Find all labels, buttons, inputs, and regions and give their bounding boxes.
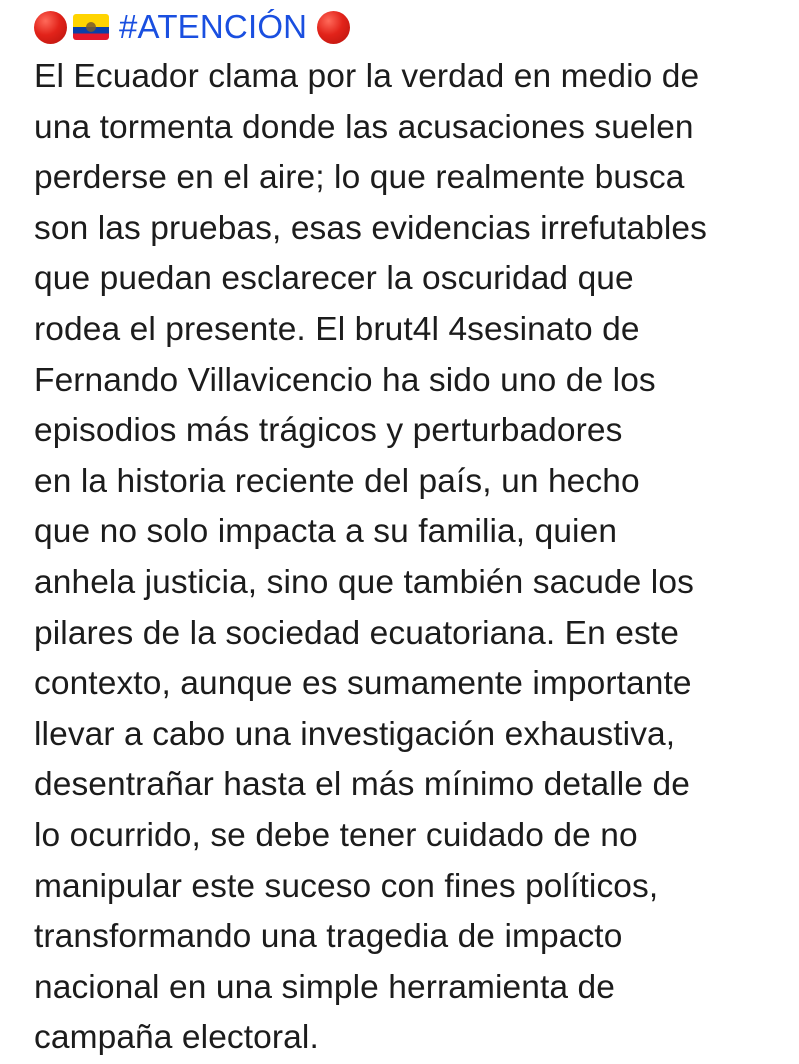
post-text-line: en la historia reciente del país, un hecho <box>34 462 640 500</box>
post-text-line: campaña electoral. <box>34 1019 319 1057</box>
post-text-line: nacional en una simple herramienta de <box>34 968 616 1006</box>
red-circle-icon <box>34 11 67 44</box>
post-text-line: episodios más trágicos y perturbadores <box>34 412 623 450</box>
post-text-line: contexto, aunque es sumamente importante <box>34 665 692 703</box>
post-text-line: anhela justicia, sino que también sacude los <box>34 563 694 601</box>
post-text-line: que puedan esclarecer la oscuridad que <box>34 260 634 298</box>
hashtag-link[interactable]: #ATENCIÓN <box>119 8 308 45</box>
post-body <box>34 52 769 1064</box>
post-text-line: lo ocurrido, se debe tener cuidado de no <box>34 816 638 854</box>
post-text-line: son las pruebas, esas evidencias irrefutables <box>34 209 708 247</box>
post-text-line: pilares de la sociedad ecuatoriana. En este <box>34 614 679 652</box>
post-text-line: una tormenta donde las acusaciones suelen <box>34 108 694 146</box>
post-text-line: rodea el presente. El brut4l 4sesinato de <box>34 310 640 348</box>
post-text-line: que no solo impacta a su familia, quien <box>34 513 618 551</box>
ecuador-flag-icon <box>73 14 109 40</box>
post-header <box>34 4 769 50</box>
post-text-line: Fernando Villavicencio ha sido uno de los <box>34 361 656 399</box>
post-text-line: El Ecuador clama por la verdad en medio de <box>34 58 700 95</box>
post-text-line: manipular este suceso con fines políticos, <box>34 867 659 905</box>
post-text-line: llevar a cabo una investigación exhaustiva, <box>34 715 676 753</box>
post-text-line: transformando una tragedia de impacto <box>34 918 623 956</box>
red-circle-icon <box>317 11 350 44</box>
post-text-line: desentrañar hasta el más mínimo detalle de <box>34 766 690 804</box>
post-text-line: perderse en el aire; lo que realmente busca <box>34 159 685 197</box>
